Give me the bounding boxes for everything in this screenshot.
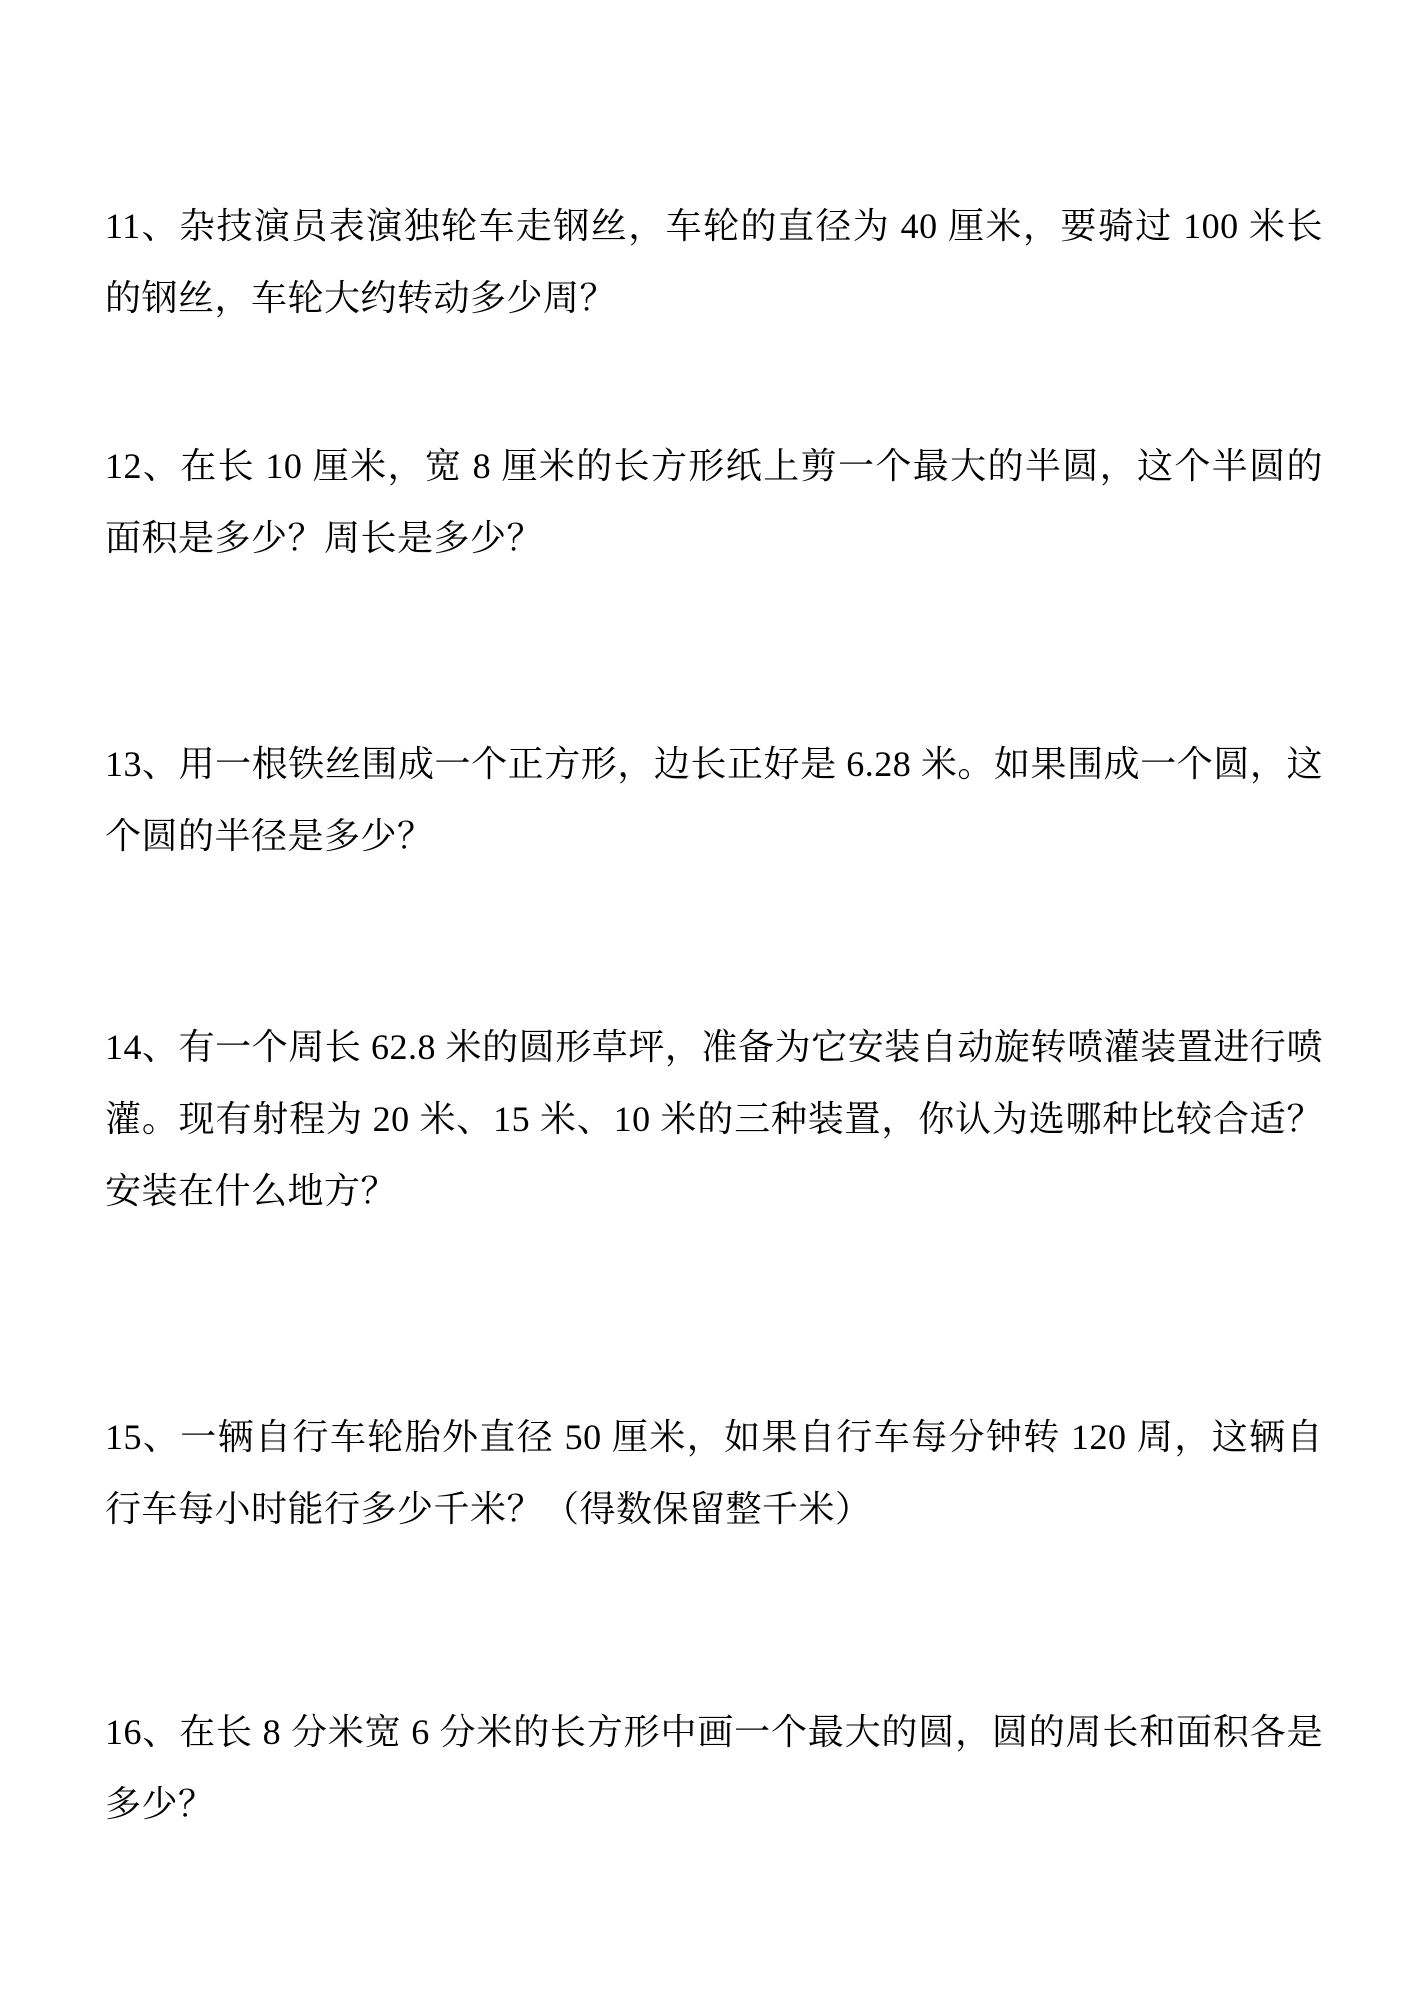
problem-13-text: 13、用一根铁丝围成一个正方形，边长正好是 6.28 米。如果围成一个圆，这个圆的半径是多少？ bbox=[105, 744, 1323, 856]
problem-11-text: 11、杂技演员表演独轮车走钢丝，车轮的直径为 40 厘米，要骑过 100 米长的钢丝，车轮大约转动多少周？ bbox=[105, 206, 1323, 318]
problem-16-text: 16、在长 8 分米宽 6 分米的长方形中画一个最大的圆，圆的周长和面积各是多少？ bbox=[105, 1712, 1323, 1824]
problem-14-text: 14、有一个周长 62.8 米的圆形草坪，准备为它安装自动旋转喷灌装置进行喷灌。现有射程为 20 米、15 米、10 米的三种装置，你认为选哪种比较合适？安装在什么地方？ bbox=[105, 1027, 1323, 1211]
problem-15-text: 15、一辆自行车轮胎外直径 50 厘米，如果自行车每分钟转 120 周，这辆自行车每小时能行多少千米？（得数保留整千米） bbox=[105, 1417, 1323, 1529]
problem-12-text: 12、在长 10 厘米，宽 8 厘米的长方形纸上剪一个最大的半圆，这个半圆的面积是多少？周长是多少？ bbox=[105, 446, 1323, 558]
